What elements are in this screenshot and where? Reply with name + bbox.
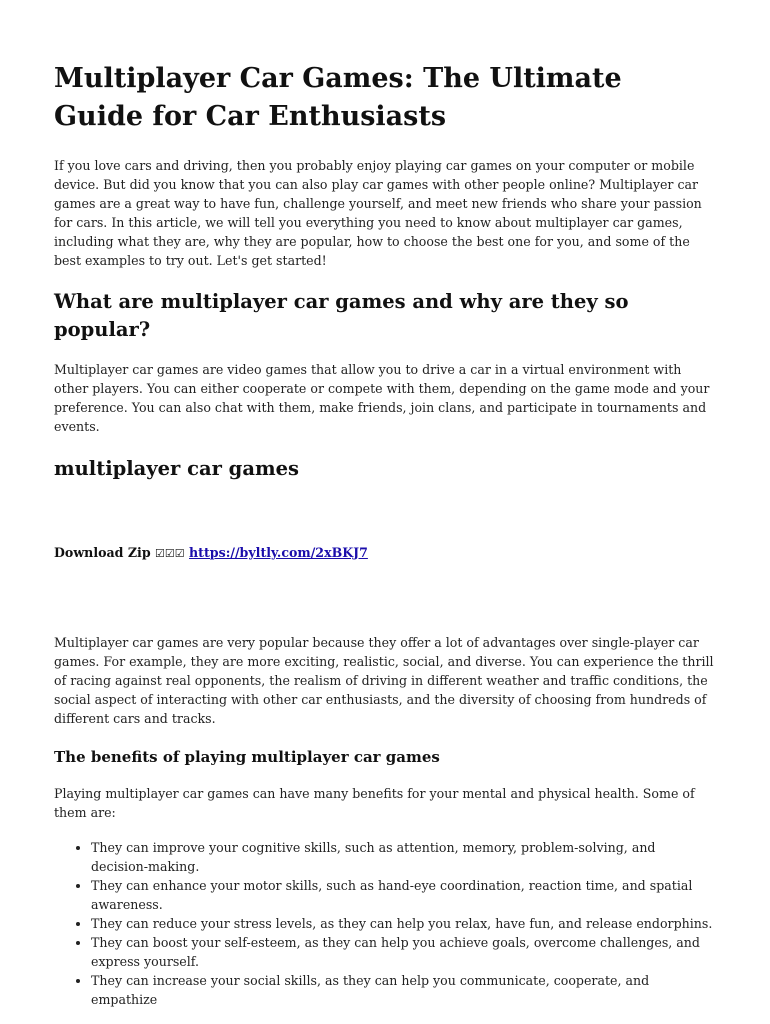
section-paragraph-what-are: Multiplayer car games are video games that allow you to drive a car in a virtual environment with other players. You can either cooperate or compete with them, depending on the game mode and your preference. You can also chat with them, make friends, join clans, and participate in tournaments and events. xyxy=(54,362,710,434)
section-heading-what-are: What are multiplayer car games and why are they so popular? xyxy=(54,290,629,341)
arrow-icon: ☑☑☑ xyxy=(155,547,185,560)
page-title: Multiplayer Car Games: The Ultimate Guide for Car Enthusiasts xyxy=(54,63,622,132)
spacer xyxy=(54,728,716,746)
list-item: • They can improve your cognitive skills, such as attention, memory, problem-solving, and decision-making. xyxy=(91,838,716,876)
spacer xyxy=(54,270,716,288)
spacer xyxy=(54,483,716,543)
download-line xyxy=(54,543,716,563)
keyword-heading: multiplayer car games xyxy=(54,457,299,480)
list-item: • They can reduce your stress levels, as they can help you relax, have fun, and release endorphins. xyxy=(91,914,716,933)
list-item: • They can increase your social skills, as they can help you communicate, cooperate, and empathize xyxy=(91,971,716,1009)
list-item: • They can boost your self-esteem, as they can help you achieve goals, overcome challenges, and express yourself. xyxy=(91,933,716,971)
section-heading-benefits: The benefits of playing multiplayer car games xyxy=(54,748,440,766)
section-paragraph-popular: Multiplayer car games are very popular because they offer a lot of advantages over single-player car games. For example, they are more exciting, realistic, social, and diverse. You can experience the thrill of racing against real opponents, the realism of driving in different weather and traffic conditions, the social aspect of interacting with other car enthusiasts, and the diversity of choosing from hundreds of different cars and tracks. xyxy=(54,635,714,726)
download-label: Download Zip xyxy=(54,545,151,560)
spacer xyxy=(54,822,716,838)
spacer xyxy=(54,563,716,633)
benefits-list xyxy=(54,838,716,1009)
spacer xyxy=(54,436,716,455)
intro-paragraph: If you love cars and driving, then you probably enjoy playing car games on your computer or mobile device. But did you know that you can also play car games with other people online? Multiplayer car games are a great way to have fun, challenge yourself, and meet new friends who share your passion for cars. In this article, we will tell you everything you need to know about multiplayer car games, including what they are, why they are popular, how to choose the best one for you, and some of the best examples to try out. Let's get started! xyxy=(54,158,702,268)
list-item: • They can enhance your motor skills, such as hand-eye coordination, reaction time, and spatial awareness. xyxy=(91,876,716,914)
spacer xyxy=(54,768,716,784)
section-paragraph-benefits: Playing multiplayer car games can have many benefits for your mental and physical health. Some of them are: xyxy=(54,786,695,820)
download-link[interactable]: https://byltly.com/2xBKJ7 xyxy=(189,545,368,560)
spacer xyxy=(54,344,716,360)
